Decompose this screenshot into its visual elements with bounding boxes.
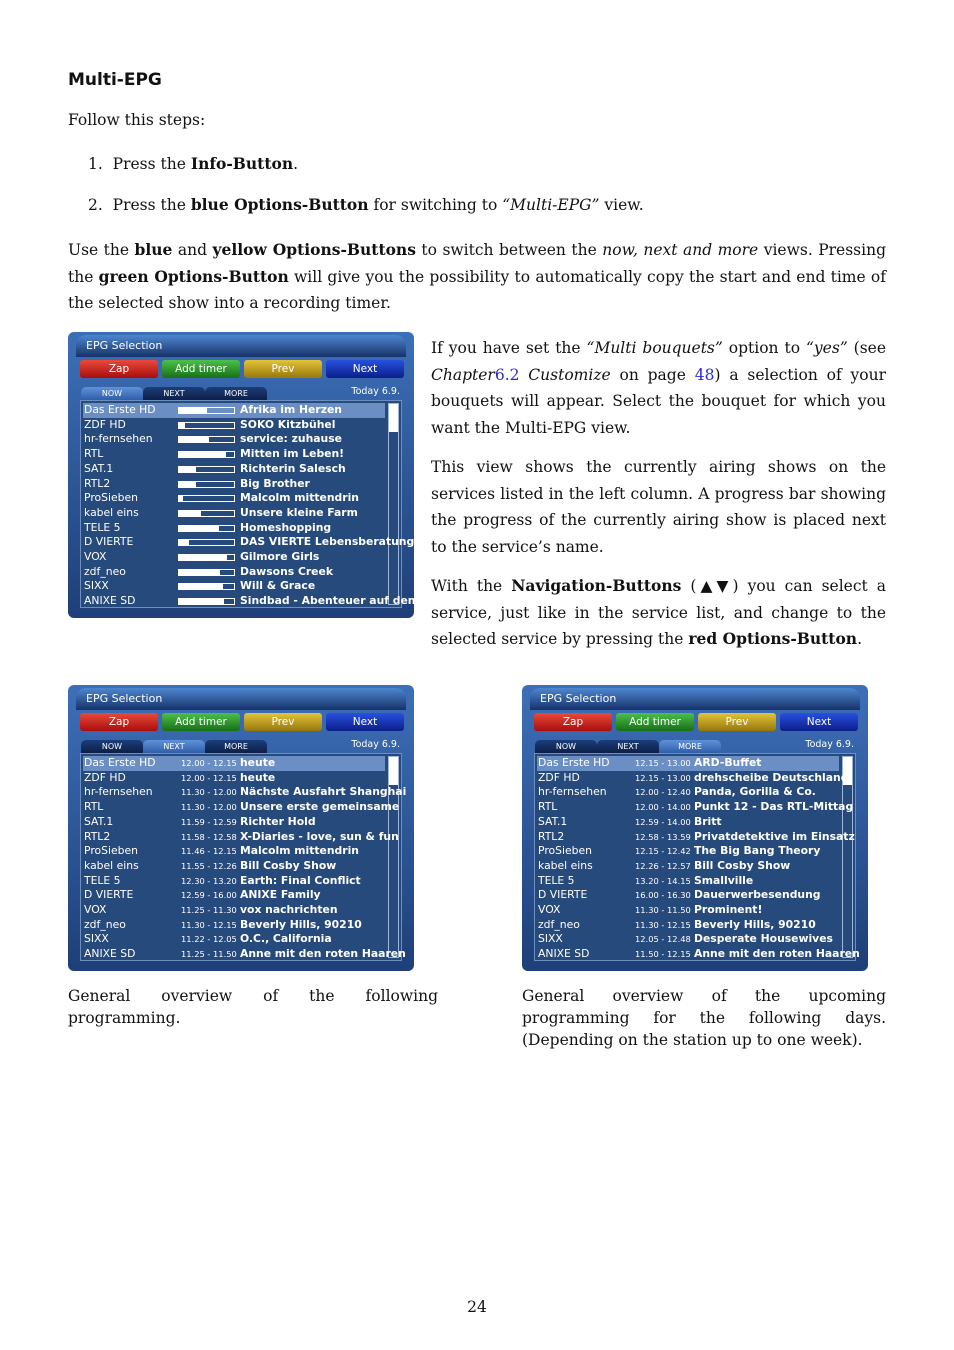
show-time: 11.30 - 12.00 — [181, 802, 237, 813]
zap-button[interactable]: Zap — [80, 360, 158, 378]
channel-name: ANIXE SD — [538, 947, 590, 961]
show-title: DAS VIERTE Lebensberatung — [240, 535, 415, 549]
service-row[interactable] — [537, 859, 839, 874]
service-row[interactable] — [83, 815, 385, 830]
channel-name: ANIXE SD — [84, 594, 136, 608]
channel-name: SAT.1 — [84, 461, 114, 475]
progress-bar — [178, 495, 235, 502]
paragraph-options-buttons: Use the blue and yellow Options-Buttons to switch between the now, next and more views. Pressing the green Options-Button will give you the possibility to automatically copy the start and end time of the selected show into a recording timer. — [68, 240, 886, 312]
intro-text: Follow this steps: — [68, 111, 206, 129]
progress-bar — [178, 583, 235, 590]
channel-name: ZDF HD — [538, 770, 580, 784]
channel-name: TELE 5 — [538, 873, 575, 887]
show-time: 11.30 - 12.00 — [181, 787, 237, 798]
service-row[interactable] — [83, 565, 385, 580]
channel-name: RTL2 — [84, 829, 111, 843]
service-row[interactable] — [537, 903, 839, 918]
service-row[interactable] — [537, 756, 839, 771]
show-title: X-Diaries - love, sun & fun — [240, 829, 399, 843]
show-title: ANIXE Family — [240, 888, 321, 902]
scrollbar[interactable] — [388, 403, 399, 605]
prev-button[interactable]: Prev — [698, 713, 776, 731]
show-time: 12.00 - 12.15 — [181, 758, 237, 768]
show-time: 11.30 - 11.50 — [635, 905, 691, 915]
epg-title-bar: EPG Selection — [530, 688, 860, 710]
show-title: The Big Bang Theory — [694, 844, 821, 858]
show-time: 12.58 - 13.59 — [635, 831, 691, 842]
show-time: 12.00 - 12.40 — [635, 787, 691, 798]
show-title: ARD-Buffet — [694, 756, 762, 769]
show-title: Afrika im Herzen — [240, 403, 342, 416]
next-button[interactable]: Next — [326, 360, 404, 378]
epg-screen-next — [68, 685, 414, 971]
progress-bar — [178, 554, 235, 561]
progress-bar — [178, 510, 235, 517]
next-button[interactable]: Next — [326, 713, 404, 731]
show-time: 12.00 - 14.00 — [635, 802, 691, 813]
channel-name: SIXX — [538, 932, 563, 946]
channel-name: ProSieben — [84, 844, 138, 858]
show-title: Unsere kleine Farm — [240, 505, 358, 519]
show-time: 11.58 - 12.58 — [181, 831, 237, 842]
tab-more[interactable]: MORE — [205, 740, 267, 753]
service-row[interactable] — [83, 594, 416, 609]
epg-screen-more — [522, 685, 868, 971]
show-title: Unsere erste gemeinsame — [240, 800, 400, 814]
show-title: Gilmore Girls — [240, 550, 320, 563]
channel-name: Das Erste HD — [538, 756, 610, 769]
service-list[interactable] — [534, 753, 860, 961]
service-row[interactable] — [537, 947, 860, 962]
tab-next[interactable]: NEXT — [597, 740, 659, 753]
tab-now[interactable]: NOW — [535, 740, 597, 753]
service-row[interactable] — [537, 932, 839, 947]
tab-now[interactable]: NOW — [81, 740, 143, 753]
show-time: 11.22 - 12.05 — [181, 934, 237, 945]
tab-next[interactable]: NEXT — [143, 387, 205, 400]
service-row[interactable] — [83, 491, 385, 506]
progress-bar — [178, 569, 235, 576]
channel-name: RTL — [84, 447, 104, 461]
prev-button[interactable]: Prev — [244, 360, 322, 378]
scrollbar[interactable] — [842, 756, 853, 958]
service-row[interactable] — [83, 800, 400, 815]
channel-name: RTL — [84, 800, 104, 814]
step-2: 2. Press the blue Options-Button for switching to “Multi-EPG” view. — [88, 195, 644, 214]
service-list[interactable] — [80, 753, 407, 961]
show-title: Malcolm mittendrin — [240, 491, 359, 505]
show-title: drehscheibe Deutschland — [694, 770, 849, 784]
channel-name: hr-fernsehen — [84, 432, 153, 446]
tab-more[interactable]: MORE — [205, 387, 267, 400]
add-timer-button[interactable]: Add timer — [616, 713, 694, 731]
channel-name: ANIXE SD — [84, 947, 136, 961]
service-row[interactable] — [83, 403, 385, 418]
show-title: Dauerwerbesendung — [694, 888, 821, 902]
channel-name: zdf_neo — [84, 564, 126, 578]
show-title: O.C., California — [240, 932, 332, 946]
progress-bar — [178, 466, 235, 473]
section-heading: Multi-EPG — [68, 70, 162, 90]
channel-name: zdf_neo — [538, 917, 580, 931]
show-title: Britt — [694, 814, 722, 828]
channel-name: SIXX — [84, 932, 109, 946]
service-row[interactable] — [83, 447, 385, 462]
date-label: Today 6.9. — [351, 739, 400, 750]
service-row[interactable] — [83, 418, 385, 433]
service-row[interactable] — [537, 874, 839, 889]
service-row[interactable] — [537, 815, 839, 830]
show-time: 11.30 - 12.15 — [635, 919, 691, 930]
channel-name: zdf_neo — [84, 917, 126, 931]
progress-bar — [178, 539, 235, 546]
channel-name: kabel eins — [84, 858, 139, 872]
epg-title-bar: EPG Selection — [76, 688, 406, 710]
page-number: 24 — [467, 1298, 487, 1316]
service-row[interactable] — [83, 874, 385, 889]
channel-name: ProSieben — [84, 491, 138, 505]
date-label: Today 6.9. — [805, 739, 854, 750]
channel-name: TELE 5 — [84, 873, 121, 887]
service-row[interactable] — [537, 770, 849, 786]
prev-button[interactable]: Prev — [244, 713, 322, 731]
progress-bar — [178, 407, 235, 414]
service-row[interactable] — [83, 462, 385, 477]
service-row[interactable] — [537, 844, 839, 859]
show-title: Big Brother — [240, 476, 310, 490]
service-row[interactable] — [83, 756, 385, 771]
service-row[interactable] — [537, 829, 855, 845]
service-row[interactable] — [537, 888, 839, 903]
service-row[interactable] — [83, 432, 385, 447]
show-title: SOKO Kitzbühel — [240, 417, 336, 431]
show-time: 12.59 - 16.00 — [181, 890, 237, 901]
service-row[interactable] — [537, 785, 839, 800]
show-time: 16.00 - 16.30 — [635, 890, 691, 901]
service-row[interactable] — [83, 579, 385, 594]
show-title: Prominent! — [694, 903, 763, 916]
show-time: 12.59 - 14.00 — [635, 816, 691, 827]
channel-name: VOX — [84, 550, 107, 563]
channel-name: kabel eins — [84, 505, 139, 519]
show-title: Bill Cosby Show — [240, 858, 337, 872]
service-row[interactable] — [83, 521, 385, 536]
epg-title-bar: EPG Selection — [76, 335, 406, 357]
caption-left: General overview of the following programming. — [68, 987, 438, 1027]
show-time: 12.30 - 13.20 — [181, 875, 237, 886]
channel-name: ZDF HD — [84, 417, 126, 431]
show-title: Dawsons Creek — [240, 564, 334, 578]
service-row[interactable] — [83, 829, 399, 845]
show-title: Anne mit den roten Haaren — [240, 947, 406, 961]
show-title: Punkt 12 - Das RTL-Mittag — [694, 800, 854, 814]
tab-next[interactable]: NEXT — [143, 740, 205, 753]
tab-now[interactable]: NOW — [81, 387, 143, 400]
date-label: Today 6.9. — [351, 386, 400, 397]
paragraph-multi-bouquets: If you have set the “Multi bouquets” option to “yes” (see Chapter6.2 Customize on page 48) a selection of your bouquets will appear. Select the bouquet for which you want the Multi-EPG view. — [431, 339, 887, 437]
caption-right: General overview of the upcoming programming for the following days. (Depending on the station up to one week). — [522, 987, 886, 1049]
show-time: 12.15 - 13.00 — [635, 772, 691, 783]
tab-more[interactable]: MORE — [659, 740, 721, 753]
show-title: heute — [240, 756, 276, 769]
next-button[interactable]: Next — [780, 713, 858, 731]
service-row[interactable] — [537, 800, 854, 815]
show-title: heute — [240, 770, 276, 784]
show-title: vox nachrichten — [240, 903, 338, 916]
channel-name: RTL — [538, 800, 558, 814]
show-title: Bill Cosby Show — [694, 858, 791, 872]
zap-button[interactable]: Zap — [80, 713, 158, 731]
progress-bar — [178, 451, 235, 458]
page-link[interactable]: 48 — [694, 365, 715, 384]
service-row[interactable] — [83, 918, 385, 933]
show-title: Sindbad - Abenteuer auf den — [240, 594, 416, 608]
service-row[interactable] — [83, 932, 385, 947]
show-title: Homeshopping — [240, 520, 332, 534]
add-timer-button[interactable]: Add timer — [162, 360, 240, 378]
show-title: Mitten im Leben! — [240, 447, 345, 461]
service-row[interactable] — [83, 506, 385, 521]
epg-screen-now — [68, 332, 414, 618]
show-time: 11.25 - 11.50 — [181, 949, 237, 960]
show-time: 12.26 - 12.57 — [635, 860, 691, 871]
show-title: Richterin Salesch — [240, 461, 346, 475]
show-time: 11.46 - 12.15 — [181, 846, 237, 857]
service-row[interactable] — [83, 844, 385, 859]
show-title: Will & Grace — [240, 579, 316, 593]
channel-name: SAT.1 — [84, 814, 114, 828]
service-row[interactable] — [83, 785, 407, 800]
channel-name: Das Erste HD — [84, 403, 156, 416]
service-row[interactable] — [83, 550, 385, 565]
show-time: 11.59 - 12.59 — [181, 816, 237, 827]
paragraph-view: This view shows the currently airing shows on the services listed in the left column. A progress bar showing the progress of the currently airing show is placed next to the service’s name. — [431, 458, 886, 556]
show-title: Panda, Gorilla & Co. — [694, 785, 816, 799]
progress-bar — [178, 481, 235, 488]
zap-button[interactable]: Zap — [534, 713, 612, 731]
add-timer-button[interactable]: Add timer — [162, 713, 240, 731]
channel-name: RTL2 — [84, 476, 111, 490]
progress-bar — [178, 598, 235, 605]
show-title: Smallville — [694, 873, 754, 887]
channel-name: Das Erste HD — [84, 756, 156, 769]
channel-name: ProSieben — [538, 844, 592, 858]
channel-name: ZDF HD — [84, 770, 126, 784]
paragraph-navigation: With the Navigation-Buttons (▲▼) you can select a service, just like in the service list, and change to the selected service by pressing the red Options-Button. — [431, 576, 886, 648]
show-time: 12.05 - 12.48 — [635, 934, 691, 945]
service-row[interactable] — [83, 859, 385, 874]
service-row[interactable] — [537, 918, 839, 933]
show-time: 12.00 - 12.15 — [181, 772, 237, 783]
channel-name: D VIERTE — [84, 535, 134, 549]
step-1: 1. Press the Info-Button. — [88, 154, 299, 173]
channel-name: VOX — [538, 903, 561, 916]
progress-bar — [178, 436, 235, 443]
show-title: Beverly Hills, 90210 — [240, 917, 362, 931]
show-title: Beverly Hills, 90210 — [694, 917, 816, 931]
channel-name: D VIERTE — [538, 888, 588, 902]
progress-bar — [178, 525, 235, 532]
show-time: 12.15 - 13.00 — [635, 758, 691, 768]
show-title: service: zuhause — [240, 432, 342, 446]
show-title: Desperate Housewives — [694, 932, 833, 946]
service-row[interactable] — [83, 477, 385, 492]
progress-bar — [178, 422, 235, 429]
channel-name: hr-fernsehen — [538, 785, 607, 799]
show-time: 12.15 - 12.42 — [635, 846, 691, 857]
show-title: Earth: Final Conflict — [240, 873, 361, 887]
service-list[interactable] — [80, 400, 416, 608]
show-title: Anne mit den roten Haaren — [694, 947, 860, 961]
channel-name: hr-fernsehen — [84, 785, 153, 799]
channel-name: SAT.1 — [538, 814, 568, 828]
show-time: 13.20 - 14.15 — [635, 875, 691, 886]
channel-name: TELE 5 — [84, 520, 121, 534]
service-row[interactable] — [83, 947, 406, 962]
channel-name: RTL2 — [538, 829, 565, 843]
show-title: Privatdetektive im Einsatz — [694, 829, 855, 843]
channel-name: VOX — [84, 903, 107, 916]
show-time: 11.50 - 12.15 — [635, 949, 691, 960]
channel-name: SIXX — [84, 579, 109, 593]
show-time: 11.30 - 12.15 — [181, 919, 237, 930]
show-title: Malcolm mittendrin — [240, 844, 359, 858]
show-time: 11.25 - 11.30 — [181, 905, 237, 915]
show-title: Nächste Ausfahrt Shanghai — [240, 785, 407, 799]
service-row[interactable] — [83, 771, 385, 786]
service-row[interactable] — [83, 888, 385, 903]
show-title: Richter Hold — [240, 814, 316, 828]
chapter-link[interactable]: 6.2 — [494, 365, 520, 384]
show-time: 11.55 - 12.26 — [181, 860, 237, 871]
service-row[interactable] — [83, 535, 415, 550]
channel-name: kabel eins — [538, 858, 593, 872]
service-row[interactable] — [83, 903, 385, 918]
channel-name: D VIERTE — [84, 888, 134, 902]
